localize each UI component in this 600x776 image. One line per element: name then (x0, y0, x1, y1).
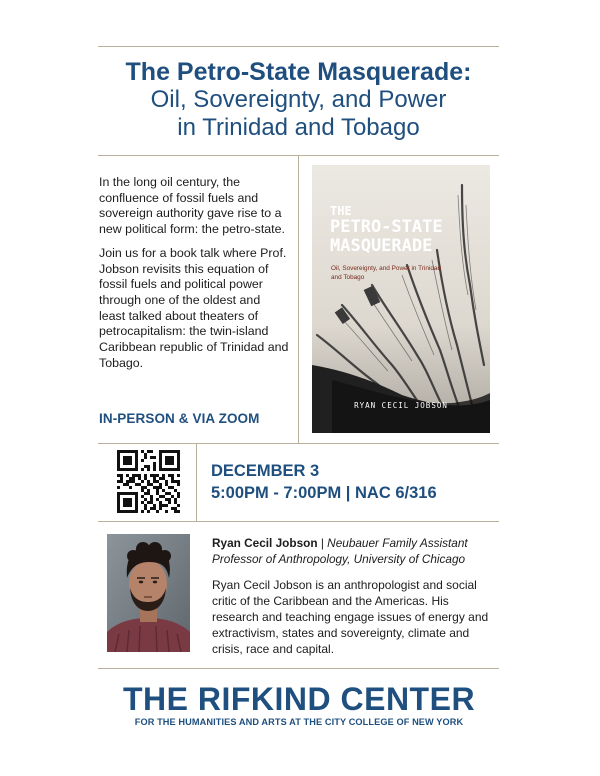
event-datetime (211, 460, 437, 504)
cover-title-the: THE (330, 204, 352, 218)
cover-title-line-1: PETRO-STATE (330, 217, 443, 237)
description-paragraph-2: Join us for a book talk where Prof. Jobson revisits this equation of fossil fuels and political power through one of the oldest and least talked about theaters of petrocapitalism: the twin-island Caribbean republic of Trinidad and Tobago. (99, 245, 289, 370)
speaker-name: Ryan Cecil Jobson (212, 536, 318, 550)
cover-subtitle: Oil, Sovereignty, and Power in Trinidad and Tobago (331, 265, 441, 281)
title-line-2: Oil, Sovereignty, and Power (150, 86, 447, 113)
title-line-3: in Trinidad and Tobago (177, 114, 420, 141)
event-title (98, 58, 499, 142)
cover-author: RYAN CECIL JOBSON (354, 401, 448, 410)
speaker-heading: Ryan Cecil Jobson | Neubauer Family Assistant Professor of Anthropology, University of Chicago (212, 536, 468, 566)
event-description (99, 175, 289, 379)
qr-divider (196, 443, 197, 521)
title-line-1: The Petro-State Masquerade: (125, 58, 472, 86)
bottom-rule (98, 668, 499, 669)
event-format: IN-PERSON & VIA ZOOM (99, 411, 260, 426)
book-cover (312, 165, 490, 433)
top-rule (98, 46, 499, 47)
mid-rule (98, 443, 499, 444)
event-time-location: 5:00PM - 7:00PM | NAC 6/316 (211, 484, 437, 502)
description-paragraph-1: In the long oil century, the confluence of fossil fuels and sovereign authority gave rise to a new political form: the petro-state. (99, 175, 285, 237)
speaker-photo (107, 534, 190, 652)
cover-title-line-2: MASQUERADE (330, 236, 433, 256)
speaker-title: Neubauer Family Assistant Professor of Anthropology, University of Chicago (212, 536, 468, 566)
date-rule (98, 521, 499, 522)
org-subtitle: FOR THE HUMANITIES AND ARTS AT THE CITY COLLEGE OF NEW YORK (134, 717, 464, 727)
qr-code-icon (117, 450, 180, 513)
event-date: DECEMBER 3 (211, 462, 320, 480)
cover-title (330, 205, 485, 256)
org-logo (98, 682, 500, 728)
column-divider (298, 155, 299, 443)
org-name: THE RIFKIND CENTER (122, 681, 476, 717)
speaker-bio: Ryan Cecil Jobson is an anthropologist and social critic of the Caribbean and the Americas. His research and teaching engage issues of energy and extractivism, states and sovereignty, climate and crisis, race and capital. (212, 578, 489, 656)
speaker-portrait-image (107, 534, 190, 652)
